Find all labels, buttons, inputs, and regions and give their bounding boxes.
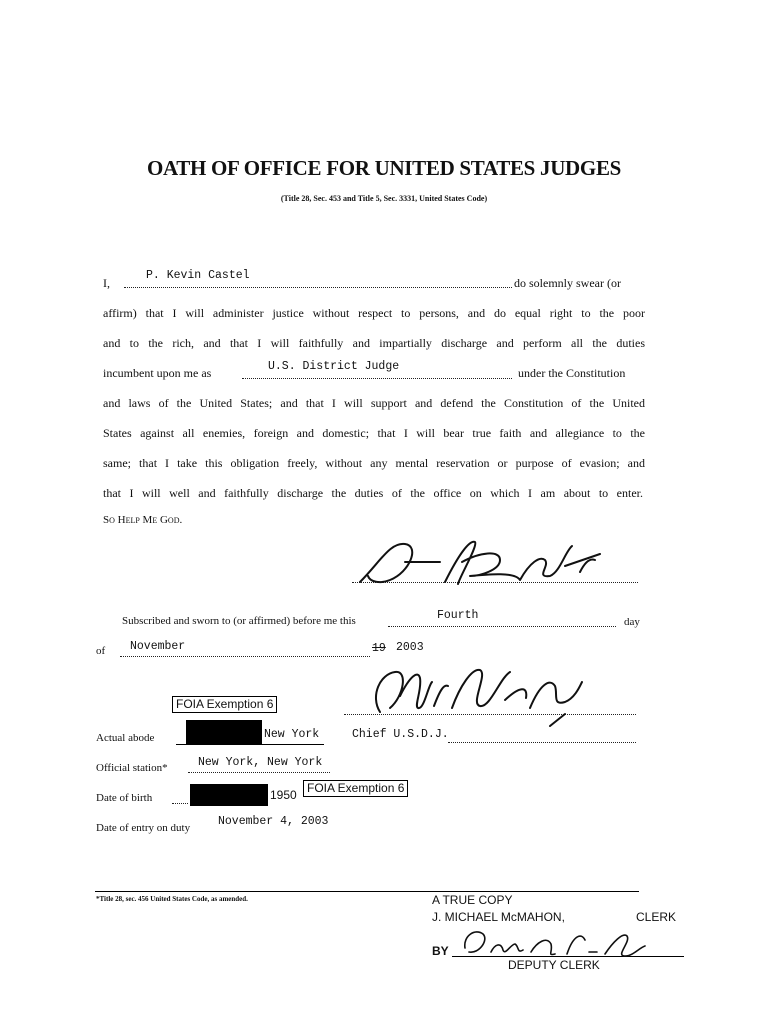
oath-line-5: and laws of the United States; and that I will support and defend the Constitution of the United [103,396,645,410]
document-subtitle: (Title 28, Sec. 453 and Title 5, Sec. 3331, United States Code) [280,194,488,203]
entry-value: November 4, 2003 [218,815,329,828]
actual-abode-value: New York [264,728,320,741]
position-value: U.S. District Judge [268,360,400,373]
foia-exemption-label-1: FOIA Exemption 6 [172,696,277,713]
dob-dotline [172,803,188,804]
footnote: *Title 28, sec. 456 United States Code, as amended. [96,895,248,903]
officer-title-dotline [448,742,636,743]
actual-abode-label: Actual abode [96,732,155,744]
official-station-value: New York, New York [198,756,323,769]
month-dotline [120,656,370,657]
judge-name-dotline [124,287,512,288]
of-label: of [96,645,106,657]
judge-name-value: P. Kevin Castel [146,269,250,282]
by-label: BY [432,944,449,958]
position-dotline [242,378,512,379]
oath-line-3: and to the rich, and that I will faithfully and impartially discharge and perform all the duties [103,336,645,350]
dob-year: 1950 [270,788,297,802]
oath-line-6: States against all enemies, foreign and domestic; that I will bear true faith and allegiance to the [103,426,645,440]
actual-abode-underline [176,744,324,745]
oath-line-7: same; that I take this obligation freely, without any mental reservation or purpose of evasion; and [103,456,645,470]
officer-title: Chief U.S.D.J. [352,728,449,741]
day-suffix: day [624,616,640,628]
official-station-label: Official station* [96,762,168,774]
foia-exemption-label-2: FOIA Exemption 6 [303,780,408,797]
official-station-dotline [188,772,330,773]
day-dotline [388,626,616,627]
oath-line-8: that I will well and faithfully discharge the duties of the office on which I am about to enter. [103,486,643,500]
subscription-prefix: Subscribed and sworn to (or affirmed) before me this [122,615,356,627]
clerk-title: CLERK [636,910,677,924]
day-value: Fourth [437,609,479,622]
dob-label: Date of birth [96,792,153,804]
document-title: OATH OF OFFICE FOR UNITED STATES JUDGES [146,156,622,180]
oath-swear-suffix: do solemnly swear (or [514,276,621,290]
entry-label: Date of entry on duty [96,822,191,834]
clerk-name: J. MICHAEL McMAHON, [432,910,565,924]
oath-closing: So Help Me God. [103,514,183,526]
deputy-clerk-label: DEPUTY CLERK [508,958,600,972]
oath-i-prefix: I, [103,276,110,290]
year-strike: 19 [372,642,386,655]
redaction-block-dob [190,784,268,806]
redaction-block-abode [186,720,262,744]
oath-line-2: affirm) that I will administer justice without respect to persons, and do equal right to the poor [103,306,645,320]
oath-incumbent-prefix: incumbent upon me as [103,366,212,380]
deputy-signature [455,922,655,962]
judge-signature [350,532,610,594]
oath-constitution-suffix: under the Constitution [518,366,626,380]
month-value: November [130,640,186,653]
footer-rule [95,891,639,892]
year-value: 2003 [396,641,424,654]
officer-signature [360,656,590,730]
true-copy-label: A TRUE COPY [432,893,513,907]
